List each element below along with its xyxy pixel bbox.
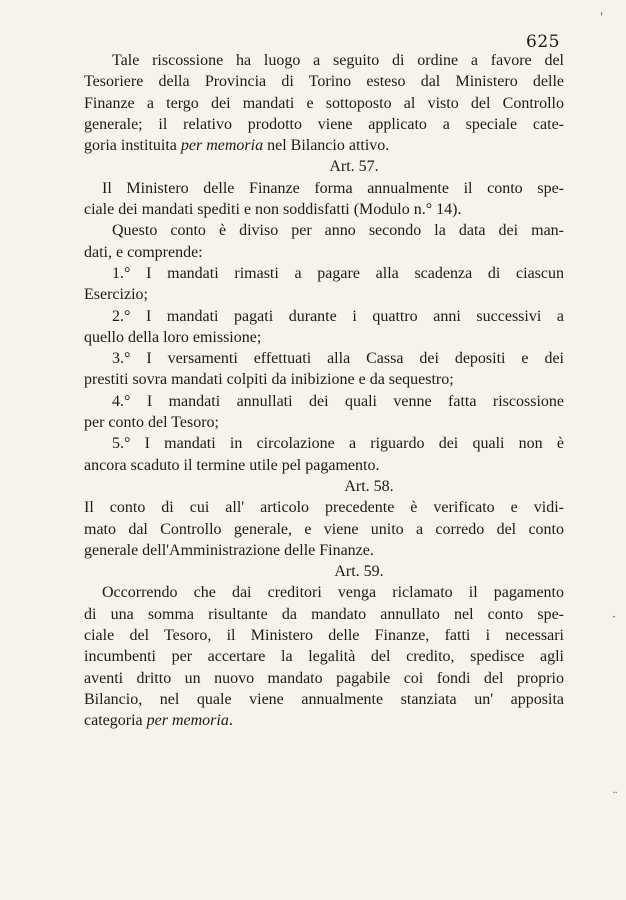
page-number: 625 <box>526 32 560 52</box>
text-line: ciale del Tesoro, il Ministero delle Finanze, fatti i necessari <box>84 627 564 645</box>
paragraph-conto-speciale <box>84 178 564 221</box>
list-item: 5.° I mandati in circolazione a riguardo dei quali non è <box>112 435 564 453</box>
list-item-continuation: ancora scaduto il termine utile pel pagamento. <box>84 456 380 474</box>
text-line: di una somma risultante da mandato annullato nel conto spe- <box>84 605 564 623</box>
article-heading-58: Art. 58. <box>344 477 394 495</box>
text-line: generale dell'Amministrazione delle Finanze. <box>84 541 374 559</box>
list-item: 4.° I mandati annullati dei quali venne fatta riscossione <box>112 392 564 410</box>
list-item: 3.° I versamenti effettuati alla Cassa dei depositi e dei <box>112 350 564 368</box>
margin-speck: ¨ <box>612 790 618 804</box>
italic-text: per memoria <box>146 712 229 730</box>
text-line: Tale riscossione ha luogo a seguito di ordine a favore del <box>112 52 564 69</box>
list-item-continuation: per conto del Tesoro; <box>84 414 219 432</box>
text-line: mato dal Controllo generale, e viene unito a corredo del conto <box>84 520 564 538</box>
article-heading-57: Art. 57. <box>329 158 379 176</box>
paragraph-riscossione <box>84 50 564 156</box>
text-line: aventi dritto un nuovo mandato pagabile coi fondi del proprio <box>84 669 564 687</box>
list-item-continuation: Esercizio; <box>84 286 148 304</box>
text-line: incumbenti per accertare la legalità del credito, spedisce agli <box>84 648 564 666</box>
text-line: goria instituita per memoria nel Bilancio attivo. <box>84 137 390 155</box>
text-line: Occorrendo che dai creditori venga riclamato il pagamento <box>102 584 564 602</box>
body-text <box>84 50 564 732</box>
text-line: dati, e comprende: <box>84 243 203 261</box>
margin-speck: ' <box>600 10 604 24</box>
enumerated-list <box>84 263 564 476</box>
article-heading-59: Art. 59. <box>334 563 384 581</box>
list-item: 1.° I mandati rimasti a pagare alla scadenza di ciascun <box>112 264 564 282</box>
list-item-continuation: quello della loro emissione; <box>84 328 262 346</box>
paragraph-verifica <box>84 497 564 561</box>
text-line: generale; il relativo prodotto viene applicato a speciale cate- <box>84 115 564 133</box>
text-line: Il Ministero delle Finanze forma annualmente il conto spe- <box>102 179 564 197</box>
text-line: Bilancio, nel quale viene annualmente stanziata un' apposita <box>84 690 564 708</box>
paragraph-conto-diviso <box>84 220 564 263</box>
text-line: Finanze a tergo dei mandati e sottoposto al visto del Controllo <box>84 94 564 112</box>
list-item-continuation: prestiti sovra mandati colpiti da inibizione e da sequestro; <box>84 371 454 389</box>
paragraph-creditori <box>84 582 564 731</box>
text-line: ciale dei mandati spediti e non soddisfatti (Modulo n.° 14). <box>84 201 462 219</box>
text-line: Il conto di cui all' articolo precedente è verificato e vidi- <box>84 499 564 517</box>
list-item: 2.° I mandati pagati durante i quattro anni successivi a <box>112 307 564 325</box>
italic-text: per memoria <box>180 137 264 155</box>
text-line: Tesoriere della Provincia di Torino esteso dal Ministero delle <box>84 73 564 91</box>
margin-speck: · <box>612 610 616 624</box>
text-line: categoria per memoria. <box>84 712 233 730</box>
text-line: Questo conto è diviso per anno secondo la data dei man- <box>112 222 564 240</box>
